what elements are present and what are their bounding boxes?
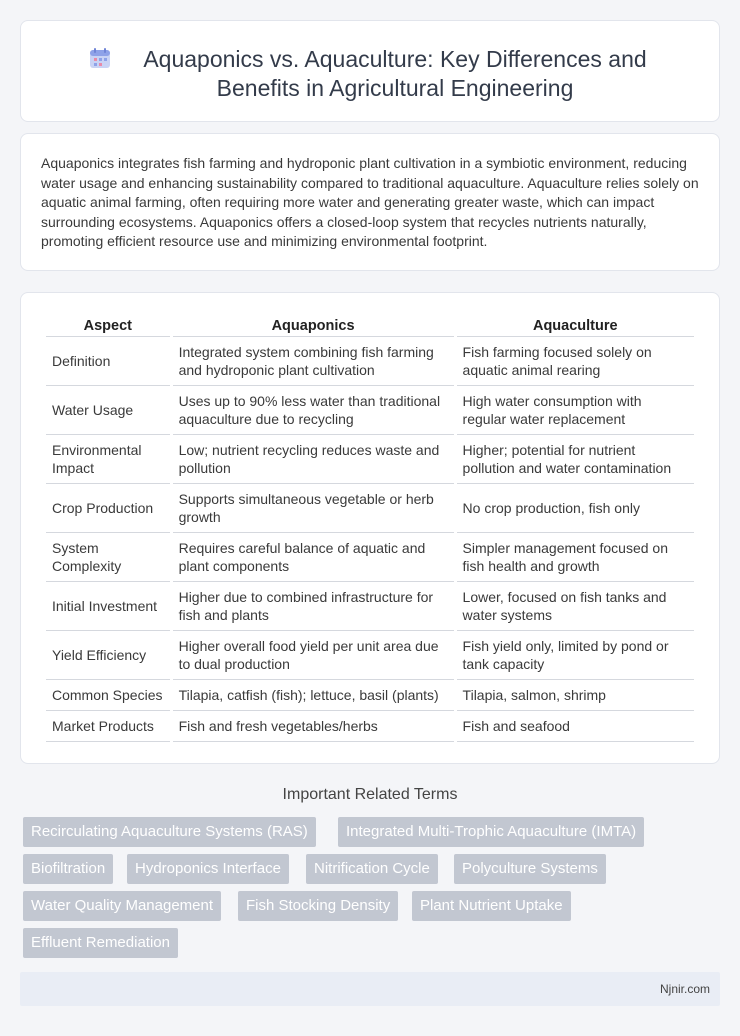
cell-aspect: Yield Efficiency xyxy=(46,631,170,680)
title-card xyxy=(20,20,720,122)
cell-aquaculture: Tilapia, salmon, shrimp xyxy=(457,680,694,711)
tag-polyculture-systems[interactable]: Polyculture Systems xyxy=(454,854,606,884)
comparison-table xyxy=(43,315,697,742)
related-terms-heading: Important Related Terms xyxy=(282,786,458,803)
table-row xyxy=(46,711,694,742)
tag-effluent-remediation[interactable]: Effluent Remediation xyxy=(23,928,178,958)
tag-biofiltration[interactable]: Biofiltration xyxy=(23,854,113,884)
page-title: Aquaponics vs. Aquaculture: Key Differences and Benefits in Agricultural Engineering xyxy=(143,46,647,101)
cell-aspect: Crop Production xyxy=(46,484,170,533)
cell-aquaponics: Integrated system combining fish farming and hydroponic plant cultivation xyxy=(173,337,454,386)
cell-aquaculture: High water consumption with regular water replacement xyxy=(457,386,694,435)
header-aquaponics: Aquaponics xyxy=(173,315,454,337)
cell-aquaponics: Requires careful balance of aquatic and plant components xyxy=(173,533,454,582)
cell-aquaponics: Supports simultaneous vegetable or herb growth xyxy=(173,484,454,533)
table-row xyxy=(46,582,694,631)
comparison-table-card xyxy=(20,292,720,764)
table-header-row xyxy=(46,315,694,337)
cell-aquaponics: Higher due to combined infrastructure for fish and plants xyxy=(173,582,454,631)
cell-aspect: Environmental Impact xyxy=(46,435,170,484)
table-row xyxy=(46,631,694,680)
cell-aspect: Common Species xyxy=(46,680,170,711)
tag-water-quality-management[interactable]: Water Quality Management xyxy=(23,891,221,921)
tag-imta[interactable]: Integrated Multi-Trophic Aquaculture (IMTA) xyxy=(338,817,644,847)
tag-nitrification-cycle[interactable]: Nitrification Cycle xyxy=(306,854,438,884)
cell-aquaponics: Tilapia, catfish (fish); lettuce, basil (plants) xyxy=(173,680,454,711)
table-row xyxy=(46,533,694,582)
cell-aspect: Market Products xyxy=(46,711,170,742)
table-row xyxy=(46,386,694,435)
intro-paragraph: Aquaponics integrates fish farming and hydroponic plant cultivation in a symbiotic environment, reducing water usage and enhancing sustainability compared to traditional aquaculture. Aquaculture relies solely on aquatic animal farming, often requiring more water and generating greater waste, which can impact surrounding ecosystems. Aquaponics offers a closed-loop system that recycles nutrients naturally, promoting efficient resource use and minimizing environmental footprint. xyxy=(41,155,699,249)
cell-aquaponics: Uses up to 90% less water than traditional aquaculture due to recycling xyxy=(173,386,454,435)
cell-aquaponics: Fish and fresh vegetables/herbs xyxy=(173,711,454,742)
cell-aquaculture: Fish yield only, limited by pond or tank capacity xyxy=(457,631,694,680)
footer-site-link[interactable]: Njnir.com xyxy=(659,982,710,996)
intro-card xyxy=(20,133,720,271)
tag-fish-stocking-density[interactable]: Fish Stocking Density xyxy=(238,891,398,921)
cell-aspect: System Complexity xyxy=(46,533,170,582)
cell-aquaponics: Low; nutrient recycling reduces waste and pollution xyxy=(173,435,454,484)
cell-aquaculture: Simpler management focused on fish health and growth xyxy=(457,533,694,582)
cell-aspect: Water Usage xyxy=(46,386,170,435)
cell-aquaculture: Lower, focused on fish tanks and water systems xyxy=(457,582,694,631)
cell-aquaponics: Higher overall food yield per unit area due to dual production xyxy=(173,631,454,680)
header-aspect: Aspect xyxy=(46,315,170,337)
footer xyxy=(20,972,720,1006)
table-row xyxy=(46,484,694,533)
tag-hydroponics-interface[interactable]: Hydroponics Interface xyxy=(127,854,289,884)
cell-aquaculture: Fish farming focused solely on aquatic animal rearing xyxy=(457,337,694,386)
cell-aspect: Initial Investment xyxy=(46,582,170,631)
header-aquaculture: Aquaculture xyxy=(457,315,694,337)
cell-aquaculture: Higher; potential for nutrient pollution and water contamination xyxy=(457,435,694,484)
cell-aquaculture: Fish and seafood xyxy=(457,711,694,742)
cell-aquaculture: No crop production, fish only xyxy=(457,484,694,533)
cell-aspect: Definition xyxy=(46,337,170,386)
tag-plant-nutrient-uptake[interactable]: Plant Nutrient Uptake xyxy=(412,891,571,921)
table-row xyxy=(46,337,694,386)
table-row xyxy=(46,680,694,711)
table-row xyxy=(46,435,694,484)
tag-ras[interactable]: Recirculating Aquaculture Systems (RAS) xyxy=(23,817,316,847)
